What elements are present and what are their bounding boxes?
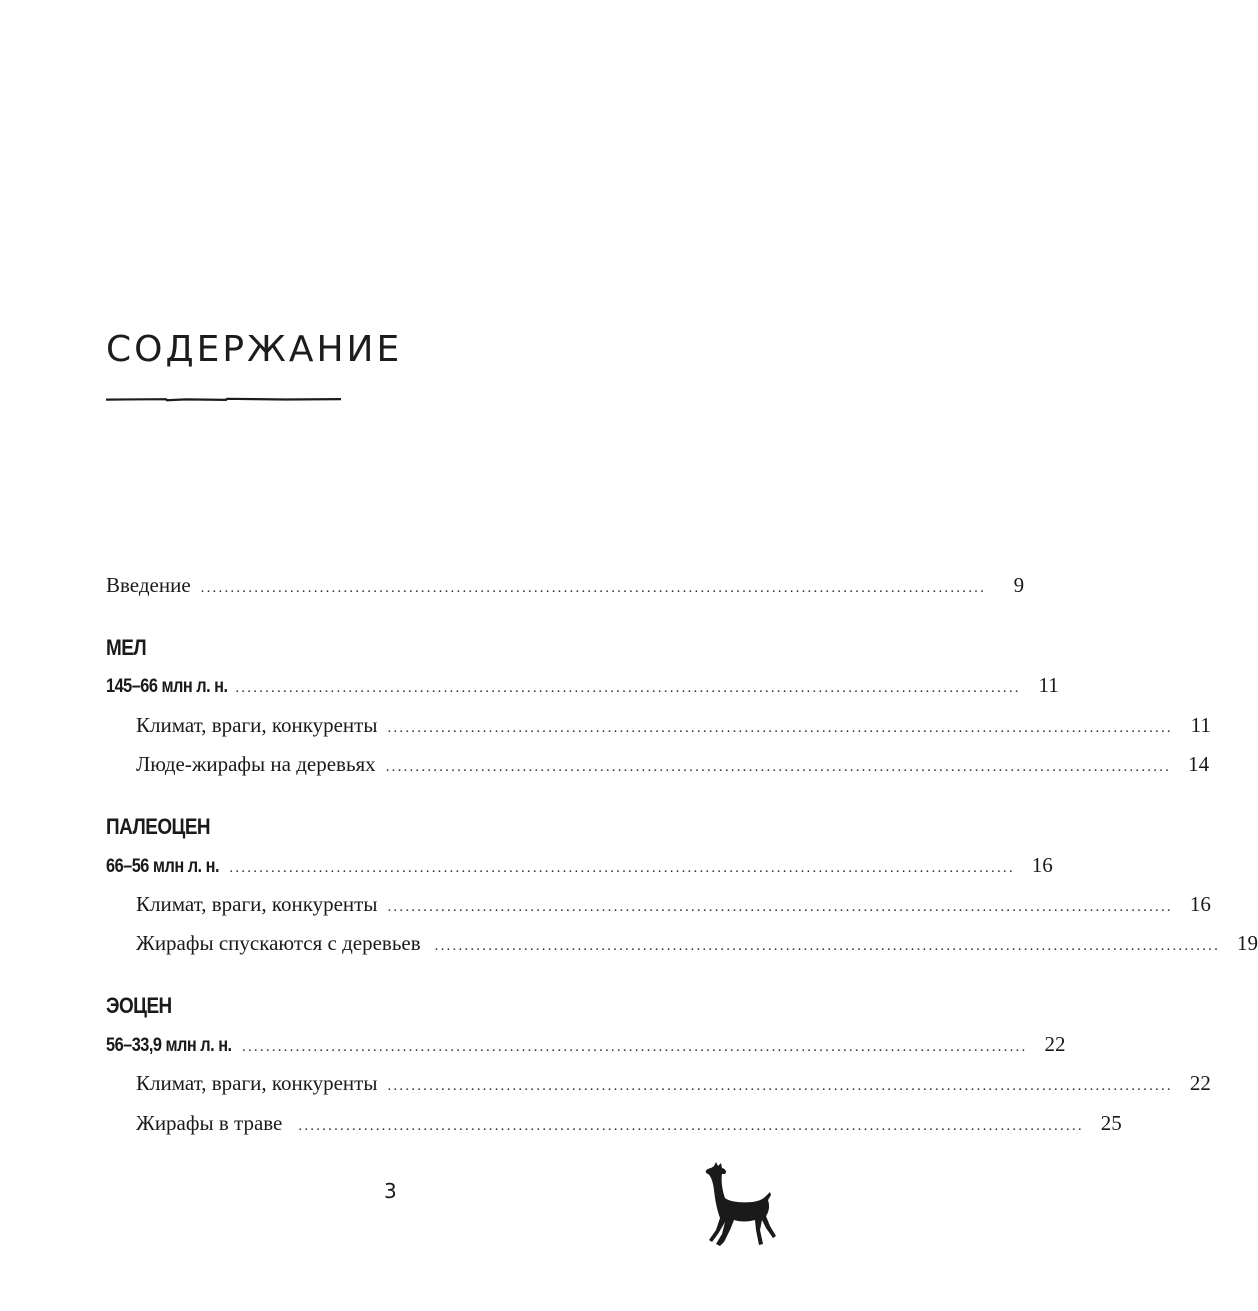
dot-leader: .................................................................................................................................... xyxy=(385,759,1172,775)
toc-entry-label: 56–33,9 млн л. н. xyxy=(106,1035,232,1056)
page-number: 3 xyxy=(384,1179,397,1203)
toc-entry[interactable] xyxy=(136,1111,1122,1135)
dot-leader: .................................................................................................................................... xyxy=(387,1078,1173,1094)
toc-entry-page: 19 xyxy=(1237,931,1258,955)
toc-entry-period[interactable] xyxy=(106,673,1059,697)
toc-entry-page: 25 xyxy=(1100,1111,1122,1135)
page-title: СОДЕРЖАНИЕ xyxy=(106,329,403,370)
toc-entry-page: 16 xyxy=(1189,892,1211,916)
dot-leader: .................................................................................................................................... xyxy=(387,899,1173,915)
toc-entry-page: 16 xyxy=(1031,853,1053,877)
section-heading: ПАЛЕОЦЕН xyxy=(106,814,211,839)
toc-entry-label: Жирафы спускаются с деревьев xyxy=(136,931,421,955)
dot-leader: .................................................................................................................................... xyxy=(235,680,1021,696)
dot-leader: .................................................................................................................................... xyxy=(298,1118,1084,1134)
dot-leader: .................................................................................................................................... xyxy=(200,580,987,596)
toc-entry-page: 14 xyxy=(1188,752,1210,776)
toc-entry-period[interactable] xyxy=(106,1032,1066,1056)
dot-leader: .................................................................................................................................... xyxy=(229,860,1015,876)
toc-entry-page: 22 xyxy=(1044,1032,1066,1056)
toc-entry[interactable] xyxy=(136,752,1210,776)
toc-entry-label: Климат, враги, конкуренты xyxy=(136,1071,378,1095)
dot-leader: .................................................................................................................................... xyxy=(387,720,1173,736)
toc-entry-page: 11 xyxy=(1190,713,1211,737)
toc-entry[interactable] xyxy=(136,1071,1211,1095)
toc-entry-label: Климат, враги, конкуренты xyxy=(136,892,378,916)
toc-entry-label: Жирафы в траве xyxy=(136,1111,283,1135)
toc-entry-label: Климат, враги, конкуренты xyxy=(136,713,378,737)
toc-entry-intro[interactable] xyxy=(106,573,1025,597)
dot-leader: .................................................................................................................................... xyxy=(434,938,1221,954)
section-heading: ЭОЦЕН xyxy=(106,993,172,1018)
toc-entry-period[interactable] xyxy=(106,853,1053,877)
toc-entry-label: Введение xyxy=(106,573,191,597)
toc-entry[interactable] xyxy=(136,931,1258,955)
section-heading: МЕЛ xyxy=(106,635,147,660)
toc-entry-label: 145–66 млн л. н. xyxy=(106,676,228,697)
toc-entry-page: 9 xyxy=(1013,573,1025,597)
toc-entry-label: Люде-жирафы на деревьях xyxy=(136,752,376,776)
toc-entry[interactable] xyxy=(136,713,1211,737)
toc-entry-page: 11 xyxy=(1038,673,1059,697)
toc-entry-label: 66–56 млн л. н. xyxy=(106,856,219,877)
dot-leader: .................................................................................................................................... xyxy=(242,1039,1028,1055)
toc-entry[interactable] xyxy=(136,892,1211,916)
giraffe-icon xyxy=(700,1160,780,1248)
toc-entry-page: 22 xyxy=(1189,1071,1211,1095)
